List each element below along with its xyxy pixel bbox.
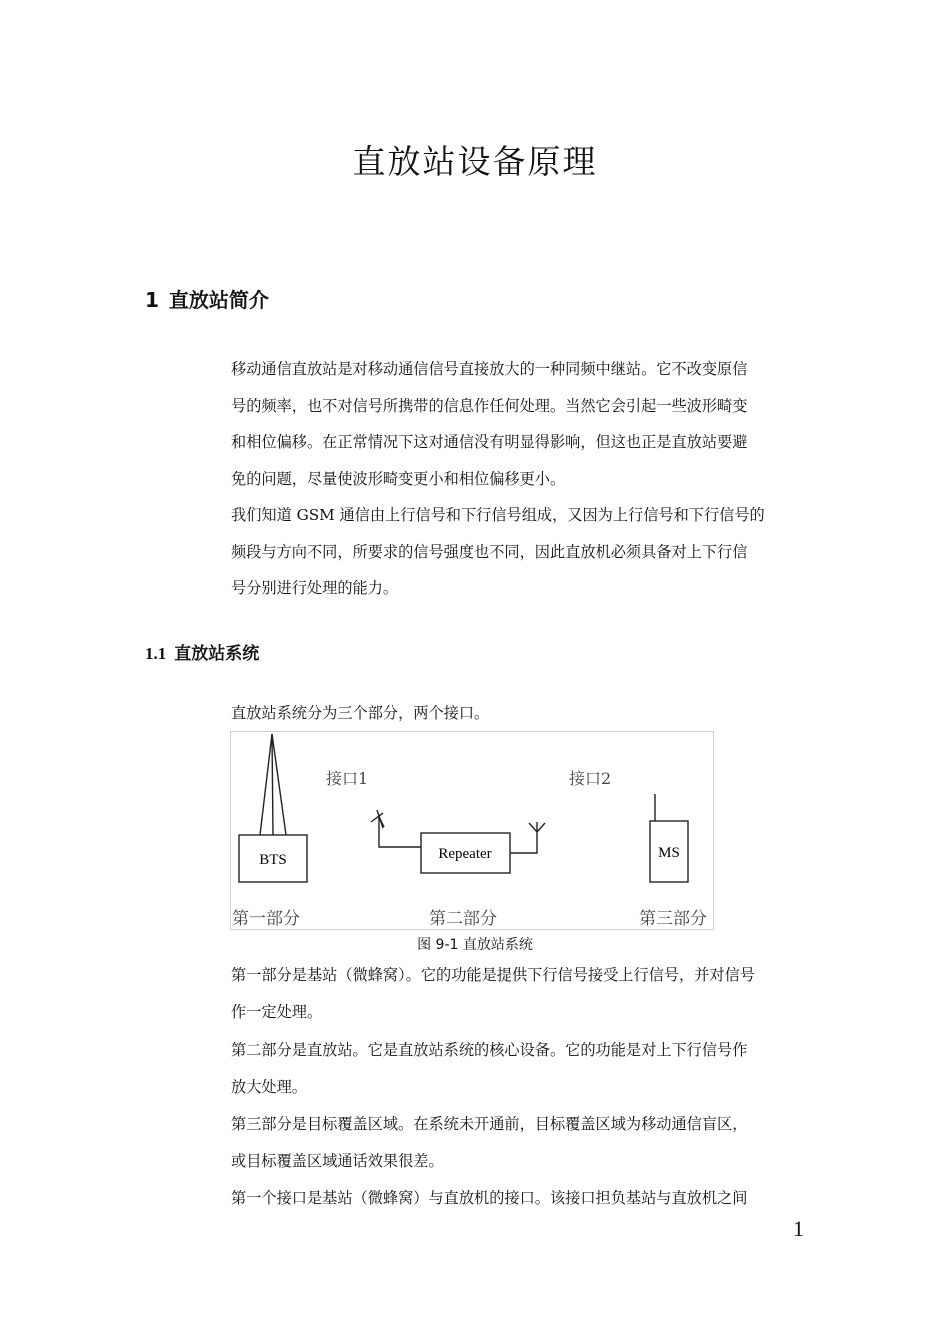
section-number: 1 [145, 288, 159, 312]
donor-antenna-icon [371, 810, 421, 847]
section-number: 1.1 [145, 644, 167, 663]
text-line: 免的问题，尽量使波形畸变更小和相位偏移更小。 [231, 469, 566, 488]
ms-label: MS [658, 845, 680, 861]
section-heading-1-1 [145, 639, 259, 664]
system-intro [231, 695, 807, 732]
text-line: 放大处理。 [231, 1077, 307, 1096]
part-3-label: 第三部分 [639, 909, 707, 929]
text-line: 第一部分是基站（微蜂窝）。它的功能是提供下行信号接受上行信号，并对信号 [231, 966, 755, 984]
page-number: 1 [793, 1216, 804, 1241]
text-line: 移动通信直放站是对移动通信信号直接放大的一种同频中继站。它不改变原信 [231, 360, 748, 378]
text-line: 第二部分是直放站。它是直放站系统的核心设备。它的功能是对上下行信号作 [231, 1041, 748, 1059]
coverage-antenna-icon [510, 822, 545, 853]
repeater-system-figure [230, 731, 714, 930]
text-line: 作一定处理。 [231, 1002, 323, 1021]
part-1-label: 第一部分 [232, 909, 300, 929]
text-line: 我们知道 GSM 通信由上行信号和下行信号组成，又因为上行信号和下行信号的 [231, 506, 765, 524]
intro-paragraph-2 [231, 497, 807, 607]
bts-tower-icon [260, 734, 286, 835]
text-line: 和相位偏移。在正常情况下这对通信没有明显得影响，但这也正是直放站要避 [231, 433, 748, 451]
text-line: 号的频率，也不对信号所携带的信息作任何处理。当然它会引起一些波形畸变 [231, 396, 748, 415]
intro-paragraph-1 [231, 351, 807, 497]
repeater-label: Repeater [438, 846, 492, 862]
part-3-paragraph [231, 1106, 807, 1179]
text-line: 号分别进行处理的能力。 [231, 579, 399, 597]
section-heading-1 [145, 284, 269, 313]
interface-1-label: 接口1 [326, 769, 369, 788]
text-line: 第一个接口是基站（微蜂窝）与直放机的接口。该接口担负基站与直放机之间 [231, 1189, 748, 1207]
interface-2-label: 接口2 [569, 769, 612, 788]
text-line: 或目标覆盖区域通话效果很差。 [231, 1151, 444, 1170]
text-line: 频段与方向不同，所要求的信号强度也不同，因此直放机必须具备对上下行信 [231, 542, 748, 561]
part-2-paragraph [231, 1032, 807, 1105]
section-title: 直放站系统 [174, 644, 260, 664]
figure-caption: 图 9-1 直放站系统 [417, 937, 533, 953]
document-title: 直放站设备原理 [352, 142, 598, 181]
part-2-label: 第二部分 [429, 909, 497, 929]
section-title: 直放站简介 [168, 288, 269, 312]
part-1-paragraph [231, 957, 807, 1030]
interface-1-paragraph [231, 1180, 807, 1217]
bts-label: BTS [259, 852, 287, 868]
text-line: 第三部分是目标覆盖区域。在系统未开通前，目标覆盖区域为移动通信盲区， [231, 1115, 748, 1133]
text-line: 直放站系统分为三个部分，两个接口。 [231, 704, 490, 722]
